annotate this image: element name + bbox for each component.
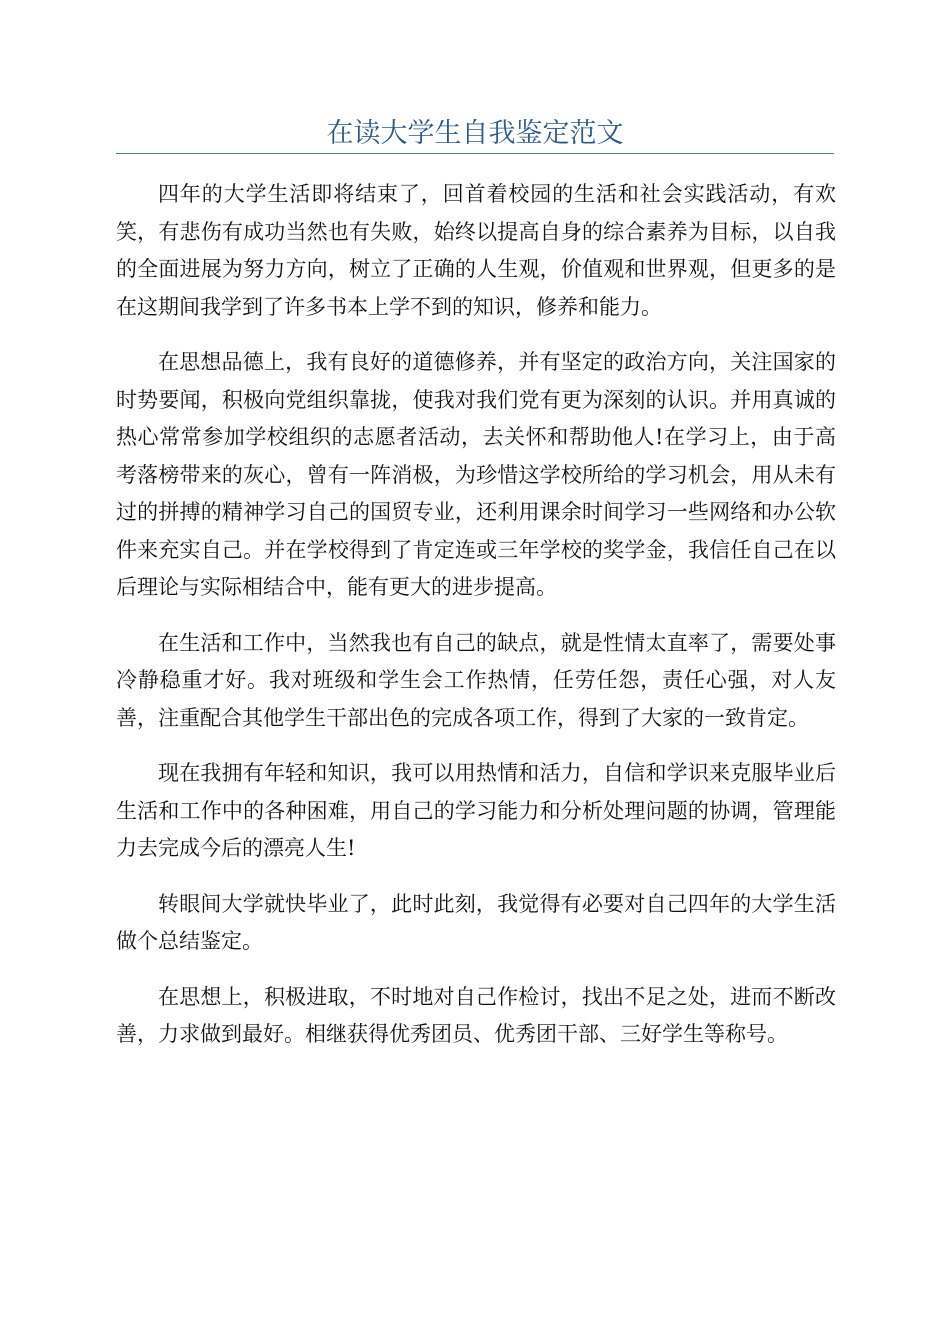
paragraph-6: 在思想上，积极进取，不时地对自己作检讨，找出不足之处，进而不断改善，力求做到最好。相继获得优秀团员、优秀团干部、三好学生等称号。 <box>116 984 836 1046</box>
paragraph-5: 转眼间大学就快毕业了，此时此刻，我觉得有必要对自己四年的大学生活做个总结鉴定。 <box>116 891 836 953</box>
paragraph-4: 现在我拥有年轻和知识，我可以用热情和活力，自信和学识来克服毕业后生活和工作中的各种困难，用自己的学习能力和分析处理问题的协调，管理能力去完成今后的漂亮人生! <box>116 761 836 860</box>
document-body <box>116 176 836 1072</box>
paragraph-1: 四年的大学生活即将结束了，回首着校园的生活和社会实践活动，有欢笑，有悲伤有成功当然也有失败，始终以提高自身的综合素养为目标，以自我的全面进展为努力方向，树立了正确的人生观，价值观和世界观，但更多的是在这期间我学到了许多书本上学不到的知识，修养和能力。 <box>116 182 836 319</box>
paragraph-3: 在生活和工作中，当然我也有自己的缺点，就是性情太直率了，需要处事冷静稳重才好。我对班级和学生会工作热情，任劳任怨，责任心强，对人友善，注重配合其他学生干部出色的完成各项工作，得到了大家的一致肯定。 <box>116 630 836 730</box>
document-title: 在读大学生自我鉴定范文 <box>326 118 624 149</box>
title-underline <box>116 153 834 154</box>
paragraph-2: 在思想品德上，我有良好的道德修养，并有坚定的政治方向，关注国家的时势要闻，积极向党组织靠拢，使我对我们党有更为深刻的认识。并用真诚的热心常常参加学校组织的志愿者活动，去关怀和帮助他人!在学习上，由于高考落榜带来的灰心，曾有一阵消极，为珍惜这学校所给的学习机会，用从未有过的拼搏的精神学习自己的国贸专业，还利用课余时间学习一些网络和办公软件来充实自己。并在学校得到了肯定连或三年学校的奖学金，我信任自己在以后理论与实际相结合中，能有更大的进步提高。 <box>116 350 836 599</box>
